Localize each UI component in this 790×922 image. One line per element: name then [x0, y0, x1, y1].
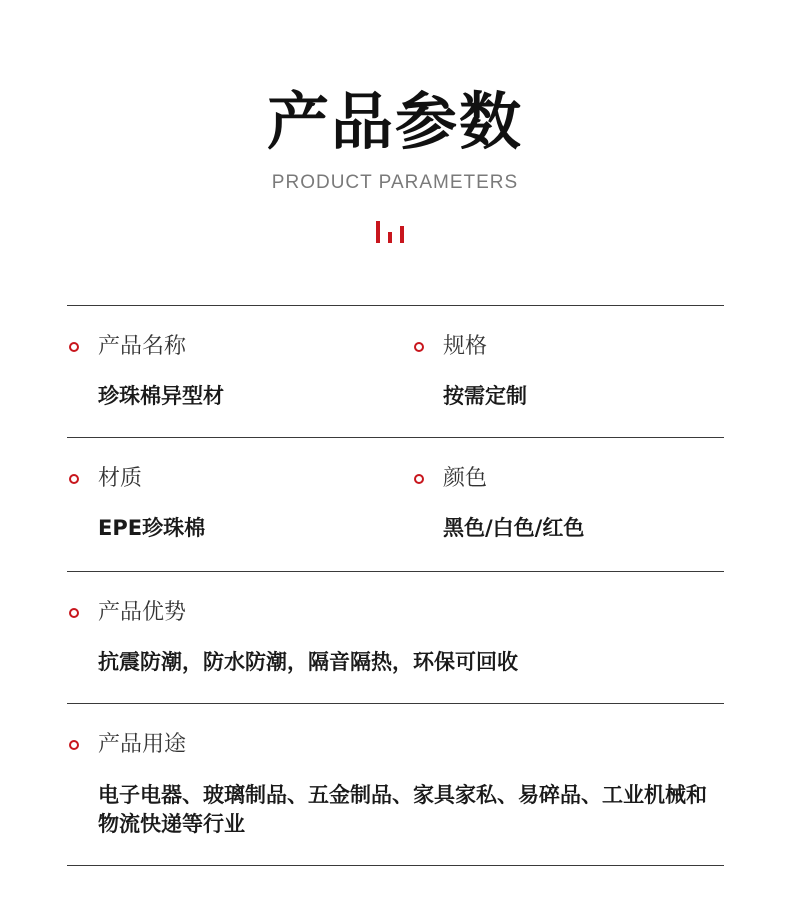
bullet-icon — [69, 608, 79, 618]
page-title: 产品参数 — [266, 85, 523, 158]
divider — [67, 437, 724, 438]
divider — [67, 571, 724, 572]
bullet-icon — [414, 474, 424, 484]
page-subtitle: PRODUCT PARAMETERS — [271, 172, 519, 193]
param-value-color: 黑色/白色/红色 — [443, 516, 585, 540]
param-value-usage: 电子电器、玻璃制品、五金制品、家具家私、易碎品、工业机械和物流快递等行业 — [98, 783, 707, 836]
param-value-spec: 按需定制 — [443, 384, 527, 408]
bullet-icon — [414, 342, 424, 352]
param-label-name: 产品名称 — [98, 334, 187, 359]
param-label-material: 材质 — [98, 466, 143, 491]
param-label-spec: 规格 — [443, 334, 488, 359]
param-label-advantage: 产品优势 — [98, 600, 187, 625]
param-value-advantage: 抗震防潮，防水防潮，隔音隔热，环保可回收 — [98, 650, 518, 674]
param-value-material: EPE珍珠棉 — [98, 516, 206, 540]
divider — [67, 865, 724, 866]
divider — [67, 305, 724, 306]
bullet-icon — [69, 740, 79, 750]
param-value-name: 珍珠棉异型材 — [98, 384, 224, 408]
divider — [67, 703, 724, 704]
bar-chart-icon — [376, 219, 408, 243]
bullet-icon — [69, 342, 79, 352]
param-label-color: 颜色 — [443, 466, 488, 491]
bullet-icon — [69, 474, 79, 484]
param-label-usage: 产品用途 — [98, 732, 187, 757]
